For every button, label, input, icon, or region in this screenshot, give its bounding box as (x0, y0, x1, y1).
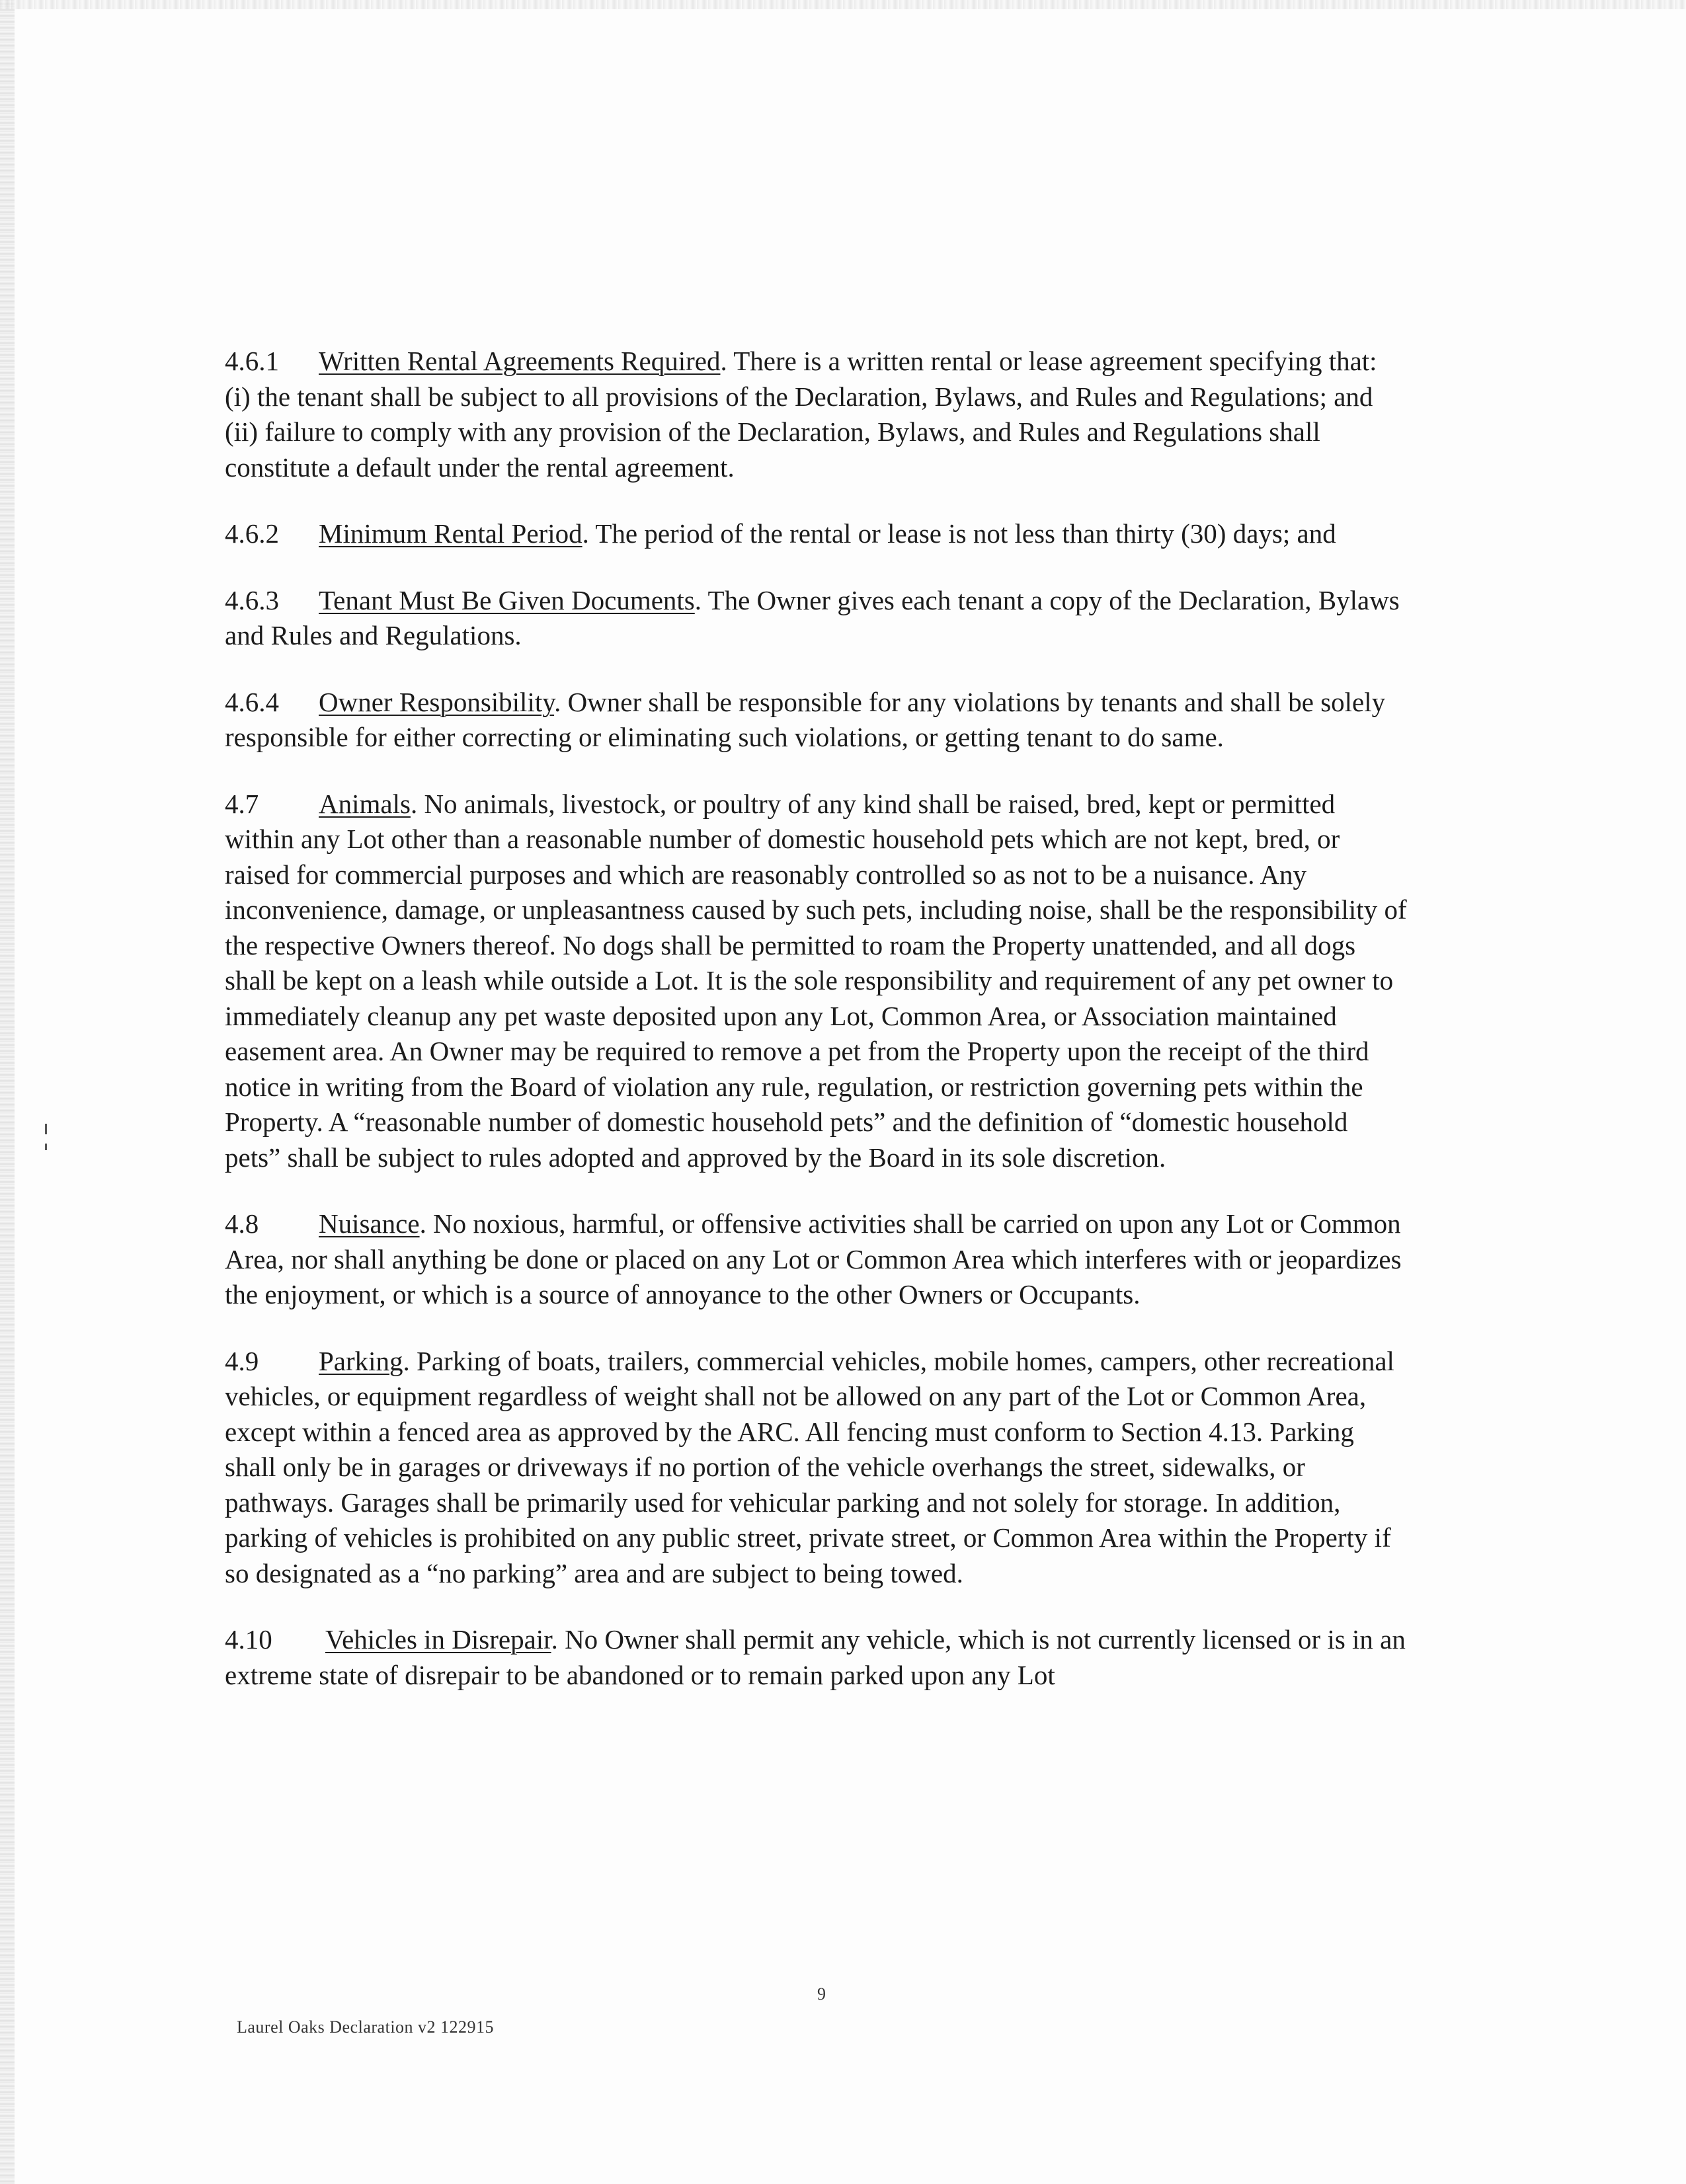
section-4-6-1 (225, 344, 1408, 485)
section-number: 4.6.4 (225, 686, 279, 717)
section-heading: Animals (319, 788, 411, 819)
page-number: 9 (817, 1984, 826, 2004)
section-text: . Parking of boats, trailers, commercial vehicles, mobile homes, campers, other recreational vehicles, or equipment regardless of weight shall not be allowed on any part of the Lot or Common Area, except within a fenced area as approved by the ARC. All fencing must conform to Section 4.13. Parking shall only be in garages or driveways if no portion of the vehicle overhangs the street, sidewalks, or pathways. Garages shall be primarily used for vehicular parking and not solely for storage. In addition, parking of vehicles is prohibited on any public street, private street, or Common Area within the Property if so designated as a “no parking” area and are subject to being towed. (225, 1345, 1394, 1588)
section-heading: Tenant Must Be Given Documents (319, 584, 695, 615)
section-text: . Owner shall be responsible for any violations by tenants and shall be solely responsible for either correcting or eliminating such violations, or getting tenant to do same. (225, 686, 1386, 752)
section-number: 4.10 (225, 1624, 272, 1655)
document-footer: Laurel Oaks Declaration v2 122915 (237, 2017, 495, 2037)
section-text: . No Owner shall permit any vehicle, which is not currently licensed or is in an extreme state of disrepair to be abandoned or to remain parked upon any Lot (225, 1624, 1406, 1690)
section-number: 4.6.1 (225, 346, 279, 376)
scan-edge-top (0, 0, 1686, 9)
section-heading: Nuisance (319, 1208, 420, 1239)
section-4-10 (225, 1622, 1408, 1693)
section-4-7 (225, 787, 1408, 1176)
section-heading: Owner Responsibility (319, 686, 555, 717)
section-number: 4.6.3 (225, 584, 279, 615)
section-number: 4.6.2 (225, 518, 279, 549)
section-heading: Parking (319, 1345, 403, 1376)
section-text: . There is a written rental or lease agreement specifying that: (i) the tenant shall be subject to all provisions of the Declaration, Bylaws, and Rules and Regulations; and (ii) failure to comply with any provision of the Declaration, Bylaws, and Rules and Regulations shall constitute a default under the rental agreement. (225, 346, 1377, 483)
section-text: . No noxious, harmful, or offensive activities shall be carried on upon any Lot or Common Area, nor shall anything be done or placed on any Lot or Common Area which interferes with or jeopardizes the enjoyment, or which is a source of annoyance to the other Owners or Occupants. (225, 1208, 1402, 1309)
section-number: 4.8 (225, 1208, 259, 1239)
document-body (225, 344, 1408, 1724)
margin-mark (45, 1144, 47, 1150)
section-heading: Minimum Rental Period (319, 518, 582, 549)
scan-edge-left (0, 0, 15, 2184)
section-text: . The Owner gives each tenant a copy of the Declaration, Bylaws and Rules and Regulations. (225, 584, 1400, 650)
section-text: . The period of the rental or lease is not less than thirty (30) days; and (582, 518, 1336, 549)
section-4-8 (225, 1206, 1408, 1313)
section-4-6-3 (225, 583, 1408, 654)
section-text: . No animals, livestock, or poultry of any kind shall be raised, bred, kept or permitted within any Lot other than a reasonable number of domestic household pets which are not kept, bred, or raised for commercial purposes and which are reasonably controlled so as not to be a nuisance. Any inconvenience, damage, or unpleasantness caused by such pets, including noise, shall be the responsibility of the respective Owners thereof. No dogs shall be permitted to roam the Property unattended, and all dogs shall be kept on a leash while outside a Lot. It is the sole responsibility and requirement of any pet owner to immediately cleanup any pet waste deposited upon any Lot, Common Area, or Association maintained easement area. An Owner may be required to remove a pet from the Property upon the receipt of the third notice in writing from the Board of violation any rule, regulation, or restriction governing pets within the Property. A “reasonable number of domestic household pets” and the definition of “domestic household pets” shall be subject to rules adopted and approved by the Board in its sole discretion. (225, 788, 1407, 1173)
section-heading: Written Rental Agreements Required (319, 346, 721, 376)
section-number: 4.9 (225, 1345, 259, 1376)
section-4-6-2 (225, 516, 1408, 552)
margin-mark (45, 1124, 47, 1134)
section-number: 4.7 (225, 788, 259, 819)
section-4-6-4 (225, 685, 1408, 756)
section-4-9 (225, 1344, 1408, 1592)
section-heading: Vehicles in Disrepair (325, 1624, 551, 1655)
